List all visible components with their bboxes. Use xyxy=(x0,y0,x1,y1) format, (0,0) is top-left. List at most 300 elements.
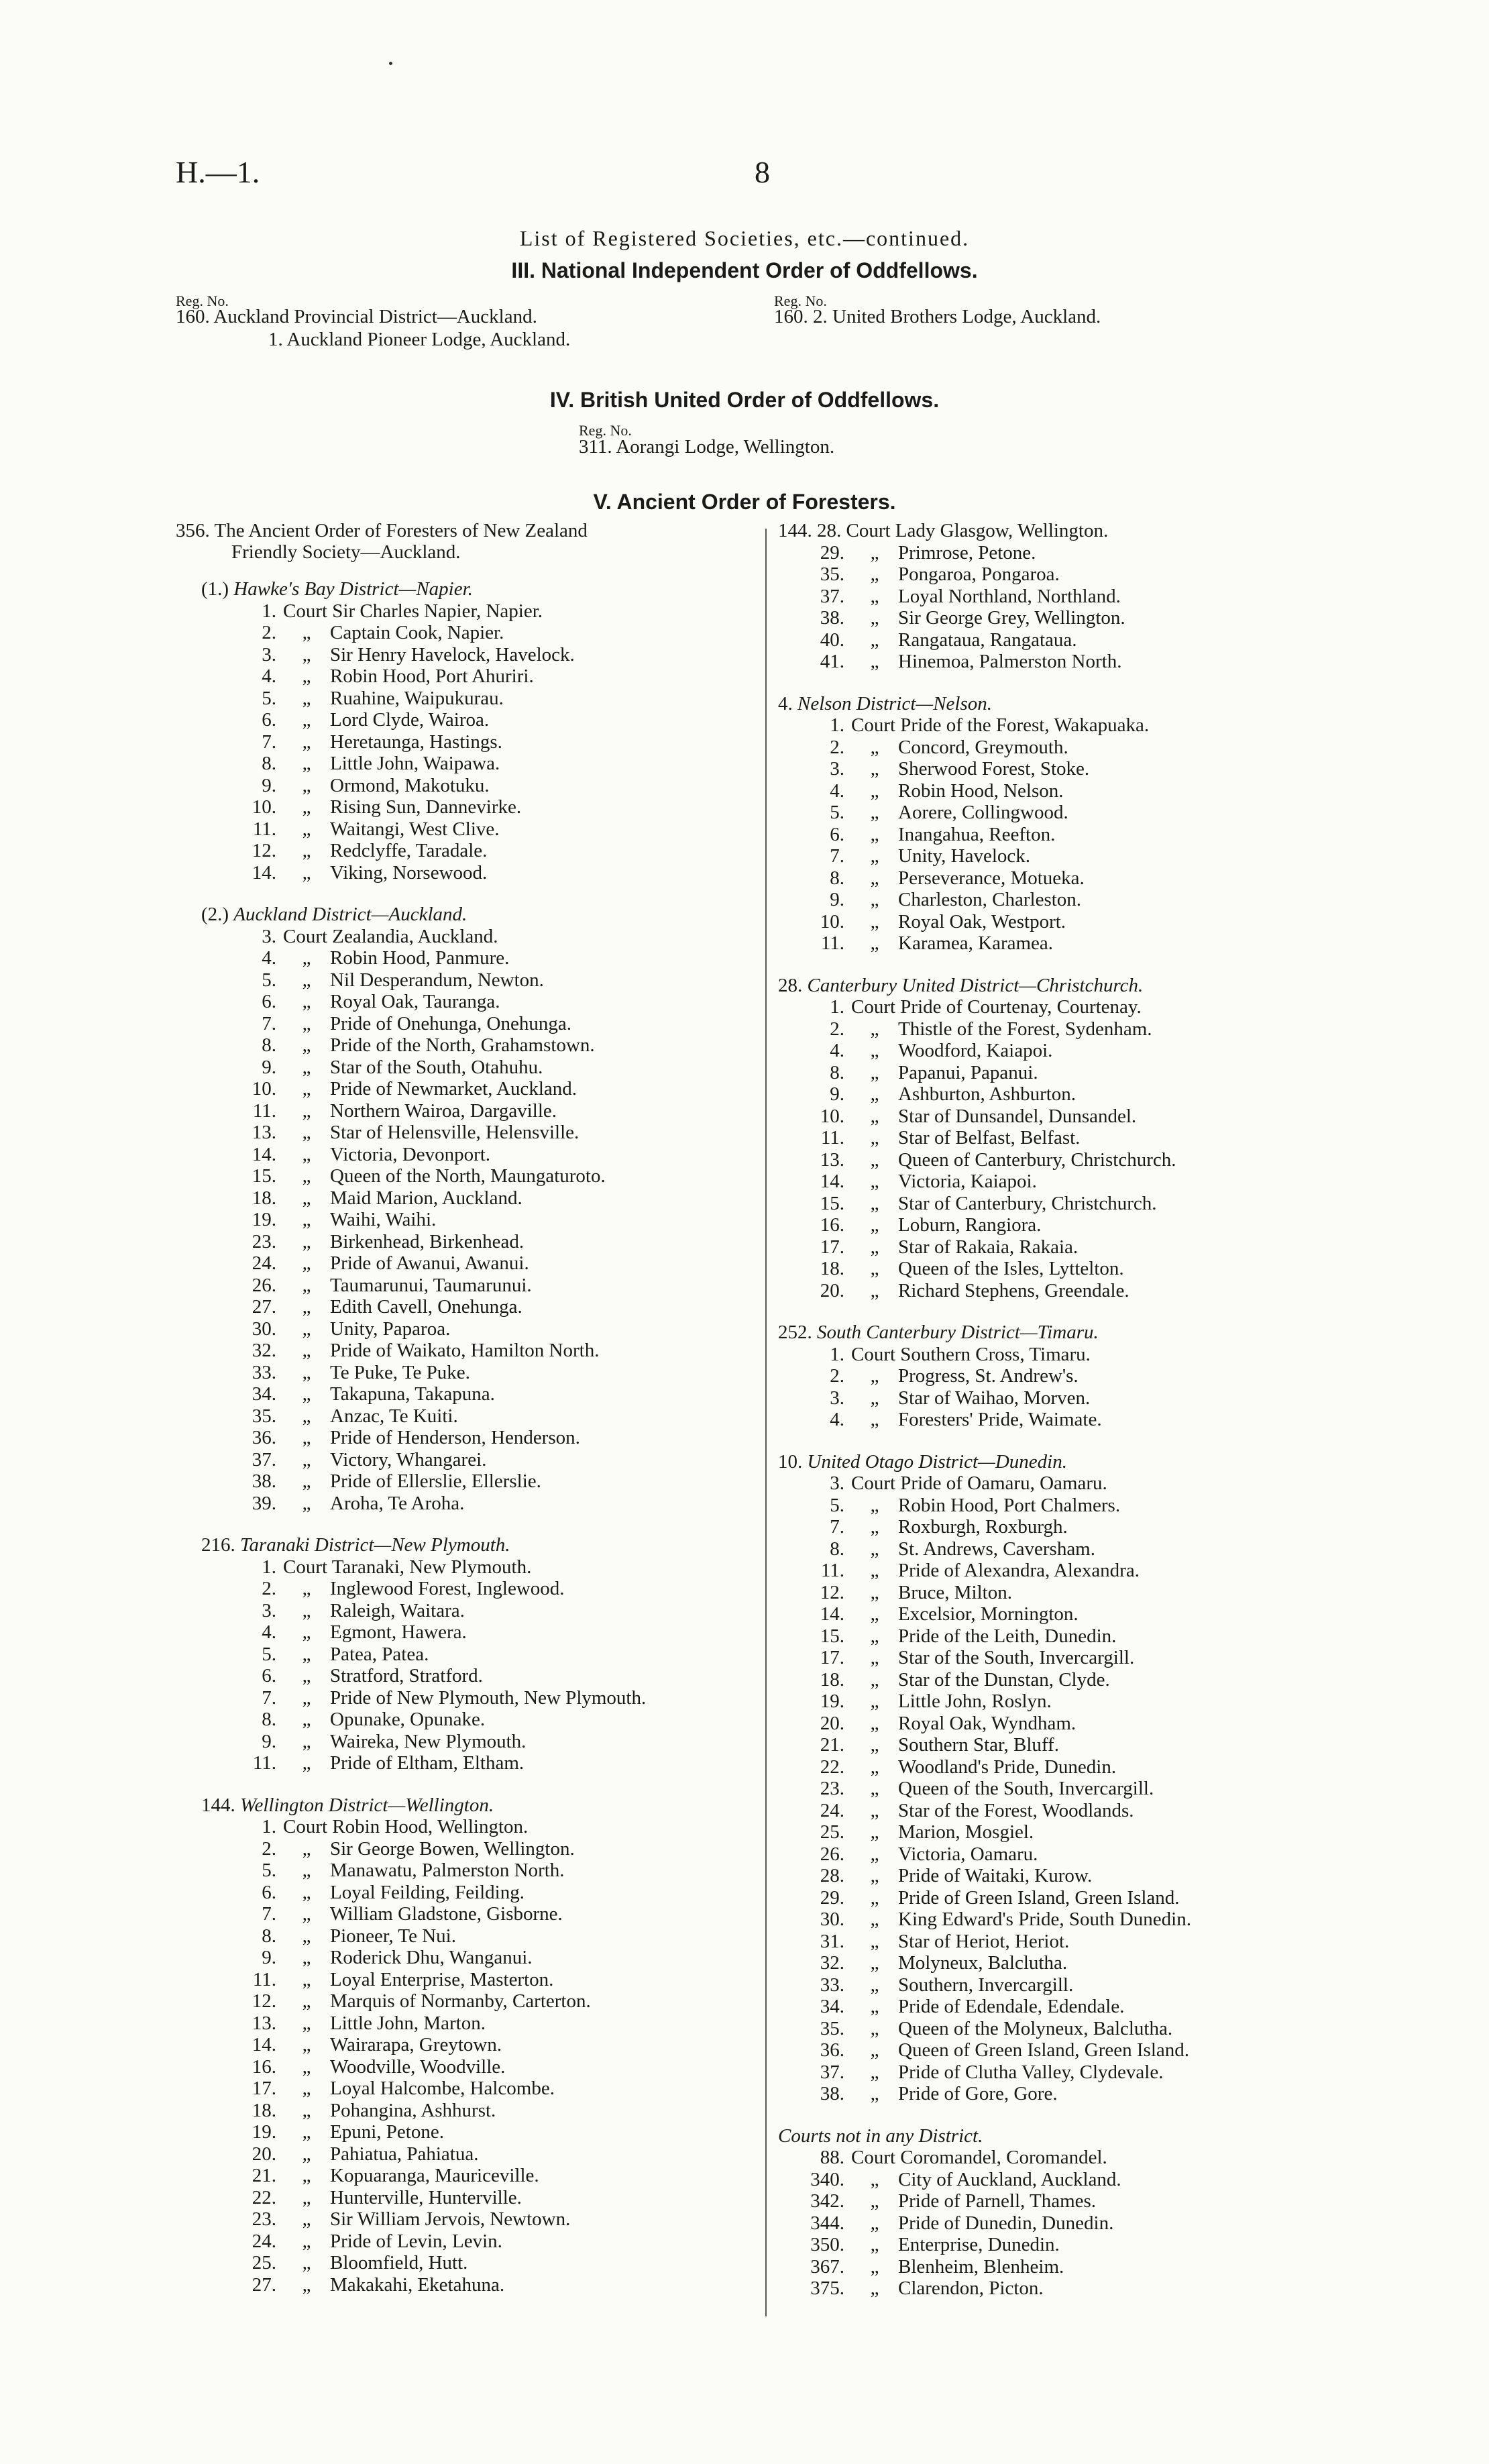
court-name: Victoria, Devonport. xyxy=(330,1143,491,1165)
court-entry xyxy=(802,2190,1096,2212)
court-name: Waitangi, West Clive. xyxy=(330,818,500,840)
ditto-mark: „ xyxy=(870,651,879,672)
ditto-mark: „ xyxy=(870,541,879,564)
court-entry xyxy=(233,818,500,841)
court-name: Pride of Eltham, Eltham. xyxy=(330,1752,525,1774)
court-entry xyxy=(802,2147,1107,2169)
district-heading xyxy=(778,2125,983,2147)
reg-no-label: Reg. No. xyxy=(176,292,229,309)
ditto-mark: „ xyxy=(870,2017,879,2039)
court-name: Viking, Norsewood. xyxy=(330,861,488,883)
court-entry xyxy=(802,1516,1068,1538)
ditto-mark: „ xyxy=(870,889,879,910)
court-name: Enterprise, Dunedin. xyxy=(898,2234,1060,2255)
court-entry xyxy=(233,1556,531,1578)
court-number: 37. xyxy=(252,1448,276,1470)
district-name: Auckland District—Auckland. xyxy=(233,904,467,925)
district-heading xyxy=(201,1795,494,1817)
district-reg-number: 252. xyxy=(778,1322,817,1343)
ditto-mark: „ xyxy=(870,1886,879,1909)
court-number: 34. xyxy=(252,1383,276,1405)
court-number: 11. xyxy=(820,932,844,954)
district-name: Hawke's Bay District—Napier. xyxy=(233,578,473,600)
court-entry xyxy=(233,2143,478,2165)
ditto-mark: „ xyxy=(870,2039,879,2061)
district-name: Wellington District—Wellington. xyxy=(240,1794,494,1816)
ditto-mark: „ xyxy=(870,1105,879,1127)
court-name: Aroha, Te Aroha. xyxy=(330,1492,465,1514)
court-number: 1. xyxy=(262,1556,276,1578)
court-entry xyxy=(233,731,502,753)
court-name: Loyal Northland, Northland. xyxy=(898,585,1121,607)
court-number: 3. xyxy=(830,1472,844,1494)
ditto-mark: „ xyxy=(302,991,311,1012)
ditto-mark: „ xyxy=(302,1492,311,1514)
court-name: Epuni, Petone. xyxy=(330,2121,444,2143)
ditto-mark: „ xyxy=(302,1165,311,1187)
court-entry xyxy=(233,1470,541,1493)
ditto-mark: „ xyxy=(302,687,311,709)
court-number: 24. xyxy=(252,1252,276,1274)
court-entry xyxy=(233,991,500,1013)
ditto-mark: „ xyxy=(870,2255,879,2278)
district-name: Taranaki District—New Plymouth. xyxy=(240,1534,510,1556)
court-name: Charleston, Charleston. xyxy=(898,889,1082,910)
court-number: 2. xyxy=(830,736,844,758)
ditto-mark: „ xyxy=(302,774,311,796)
court-name: Blenheim, Blenheim. xyxy=(898,2255,1064,2278)
court-name: Pride of Henderson, Henderson. xyxy=(330,1427,580,1448)
court-name: Star of Belfast, Belfast. xyxy=(898,1127,1081,1148)
court-number: 13. xyxy=(820,1148,844,1171)
court-name: Pride of the Leith, Dunedin. xyxy=(898,1625,1117,1647)
court-name: Star of Heriot, Heriot. xyxy=(898,1930,1070,1952)
court-entry xyxy=(802,1931,1069,1953)
district-name: Canterbury United District—Christchurch. xyxy=(807,974,1144,996)
ditto-mark: „ xyxy=(870,2083,879,2104)
court-number: 39. xyxy=(252,1492,276,1514)
court-entry xyxy=(233,1665,483,1687)
court-number: 12. xyxy=(252,1990,276,2012)
court-entry xyxy=(233,753,500,775)
court-number: 32. xyxy=(820,1952,844,1974)
court-number: 19. xyxy=(820,1691,844,1712)
court-entry xyxy=(802,1171,1037,1193)
court-name: Loyal Halcombe, Halcombe. xyxy=(330,2078,555,2099)
court-name: Kopuaranga, Mauriceville. xyxy=(330,2165,539,2186)
ditto-mark: „ xyxy=(870,758,879,780)
court-number: 5. xyxy=(262,687,276,709)
ditto-mark: „ xyxy=(302,1947,311,1968)
court-name: Maid Marion, Auckland. xyxy=(330,1187,522,1209)
district-heading xyxy=(778,1451,1067,1473)
court-name: Ormond, Makotuku. xyxy=(330,774,490,796)
court-number: 12. xyxy=(252,840,276,861)
court-name: Stratford, Stratford. xyxy=(330,1665,483,1686)
ditto-mark: „ xyxy=(302,1881,311,1903)
court-number: 24. xyxy=(820,1799,844,1821)
court-entry xyxy=(802,2278,1044,2300)
court-number: 36. xyxy=(252,1427,276,1448)
ditto-mark: „ xyxy=(870,629,879,651)
court-name: Queen of the North, Maungaturoto. xyxy=(330,1165,606,1187)
court-entry xyxy=(802,1018,1152,1040)
district-reg-number: 216. xyxy=(201,1534,240,1556)
court-name: Takapuna, Takapuna. xyxy=(330,1383,495,1405)
court-name: Court Pride of Courtenay, Courtenay. xyxy=(851,996,1142,1018)
court-name: Southern Star, Bluff. xyxy=(898,1734,1059,1756)
court-name: Progress, St. Andrew's. xyxy=(898,1365,1079,1387)
court-name: Karamea, Karamea. xyxy=(898,932,1054,954)
court-number: 13. xyxy=(252,2012,276,2034)
court-entry xyxy=(233,1903,563,1925)
ditto-mark: „ xyxy=(870,2234,879,2255)
court-entry xyxy=(802,824,1055,846)
court-entry xyxy=(233,600,543,623)
ditto-mark: „ xyxy=(870,1494,879,1516)
court-name: Primrose, Petone. xyxy=(898,541,1036,564)
ditto-mark: „ xyxy=(870,932,879,954)
court-entry xyxy=(802,911,1066,933)
ditto-mark: „ xyxy=(302,861,311,883)
court-number: 1. xyxy=(830,1343,844,1365)
court-entry xyxy=(233,1187,522,1210)
ditto-mark: „ xyxy=(302,731,311,753)
court-number: 4. xyxy=(830,1040,844,1061)
court-number: 6. xyxy=(262,1881,276,1903)
court-number: 11. xyxy=(252,818,276,840)
district-reg-number: 4. xyxy=(778,692,797,714)
court-name: Pride of Ellerslie, Ellerslie. xyxy=(330,1470,541,1492)
court-entry xyxy=(802,758,1089,780)
ditto-mark: „ xyxy=(870,1258,879,1279)
court-name: Hunterville, Hunterville. xyxy=(330,2186,522,2208)
district-reg-number: 144. xyxy=(778,520,817,541)
court-number: 11. xyxy=(820,1560,844,1581)
court-entry xyxy=(233,1296,522,1318)
court-number: 27. xyxy=(252,2273,276,2296)
court-name: Court Pride of the Forest, Wakapuaka. xyxy=(851,714,1150,736)
court-number: 9. xyxy=(262,1730,276,1752)
society-title-line-1: 356. The Ancient Order of Foresters of New Zealand xyxy=(176,520,588,541)
court-number: 8. xyxy=(830,1538,844,1560)
page-number: 8 xyxy=(755,155,770,189)
court-number: 18. xyxy=(252,2099,276,2121)
court-number: 14. xyxy=(252,861,276,883)
court-name: Redclyffe, Taradale. xyxy=(330,840,488,861)
court-number: 5. xyxy=(262,1643,276,1665)
ditto-mark: „ xyxy=(302,1034,311,1056)
district-heading xyxy=(201,578,473,600)
court-number: 88. xyxy=(820,2147,844,2168)
ditto-mark: „ xyxy=(302,1252,311,1274)
ditto-mark: „ xyxy=(302,1012,311,1034)
court-name: Edith Cavell, Onehunga. xyxy=(330,1296,522,1318)
ditto-mark: „ xyxy=(870,845,879,867)
court-entry xyxy=(802,1625,1116,1648)
ditto-mark: „ xyxy=(302,818,311,840)
court-number: 27. xyxy=(252,1296,276,1318)
court-number: 35. xyxy=(820,564,844,585)
ditto-mark: „ xyxy=(870,1387,879,1409)
district-reg-number: 144. xyxy=(201,1794,240,1816)
court-entry xyxy=(233,2231,502,2253)
court-entry xyxy=(233,1383,495,1405)
court-name: Pioneer, Te Nui. xyxy=(330,1925,456,1947)
court-entry xyxy=(802,2061,1163,2084)
ink-speck xyxy=(389,62,392,65)
court-name: Concord, Greymouth. xyxy=(898,736,1068,758)
court-entry xyxy=(802,1887,1180,1909)
court-entry xyxy=(802,1344,1091,1366)
court-name: Sir George Grey, Wellington. xyxy=(898,607,1125,629)
court-name: Ruahine, Waipukurau. xyxy=(330,687,504,709)
ditto-mark: „ xyxy=(302,1318,311,1340)
court-name: Pride of New Plymouth, New Plymouth. xyxy=(330,1686,647,1709)
court-name: Anzac, Te Kuiti. xyxy=(330,1405,458,1427)
court-number: 5. xyxy=(830,802,844,823)
court-entry xyxy=(802,932,1053,955)
court-entry xyxy=(802,2018,1172,2040)
court-number: 9. xyxy=(830,889,844,910)
ditto-mark: „ xyxy=(302,1621,311,1643)
court-number: 23. xyxy=(252,1230,276,1252)
court-name: Roxburgh, Roxburgh. xyxy=(898,1516,1068,1538)
court-name: Clarendon, Picton. xyxy=(898,2278,1044,2299)
ditto-mark: „ xyxy=(302,1209,311,1230)
court-number: 19. xyxy=(252,1209,276,1230)
ditto-mark: „ xyxy=(870,2061,879,2083)
court-name: Waireka, New Plymouth. xyxy=(330,1730,527,1752)
court-name: Court Zealandia, Auckland. xyxy=(283,925,498,947)
court-number: 25. xyxy=(252,2252,276,2273)
ditto-mark: „ xyxy=(302,2208,311,2230)
court-name: Court Coromandel, Coromandel. xyxy=(851,2147,1107,2168)
court-name: Star of Helensville, Helensville. xyxy=(330,1122,580,1143)
district-name: Courts not in any District. xyxy=(778,2125,983,2147)
ditto-mark: „ xyxy=(302,1078,311,1100)
court-entry xyxy=(802,1495,1120,1517)
court-name: Patea, Patea. xyxy=(330,1643,429,1665)
court-entry xyxy=(802,1365,1079,1387)
court-number: 2. xyxy=(830,1018,844,1040)
court-number: 34. xyxy=(820,1996,844,2017)
district-heading xyxy=(778,975,1143,997)
district-name: Nelson District—Nelson. xyxy=(797,692,993,714)
ditto-mark: „ xyxy=(870,1843,879,1865)
court-name: Star of Canterbury, Christchurch. xyxy=(898,1192,1157,1214)
court-name: Queen of the Molyneux, Balclutha. xyxy=(898,2017,1173,2039)
court-name: Hinemoa, Palmerston North. xyxy=(898,651,1122,672)
court-entry xyxy=(233,2274,504,2296)
court-number: 26. xyxy=(252,1274,276,1296)
court-entry xyxy=(233,2121,444,2143)
court-number: 3. xyxy=(262,643,276,665)
ditto-mark: „ xyxy=(302,1143,311,1165)
ditto-mark: „ xyxy=(870,1409,879,1430)
court-number: 6. xyxy=(262,709,276,731)
court-number: 38. xyxy=(252,1470,276,1492)
court-name: Pongaroa, Pongaroa. xyxy=(898,564,1060,585)
court-number: 367. xyxy=(810,2255,844,2278)
court-name: St. Andrews, Caversham. xyxy=(898,1538,1095,1560)
court-number: 8. xyxy=(262,1709,276,1730)
court-name: Pride of Newmarket, Auckland. xyxy=(330,1078,577,1100)
court-entry xyxy=(802,2234,1060,2256)
court-number: 35. xyxy=(252,1405,276,1427)
court-entry xyxy=(802,1040,1052,1062)
ditto-mark: „ xyxy=(302,2252,311,2273)
court-number: 5. xyxy=(262,1860,276,1881)
ditto-mark: „ xyxy=(870,1909,879,1930)
court-entry xyxy=(802,1843,1038,1866)
ditto-mark: „ xyxy=(870,1996,879,2017)
court-name: Robin Hood, Nelson. xyxy=(898,780,1064,802)
court-number: 20. xyxy=(252,2143,276,2165)
court-entry xyxy=(233,1362,470,1384)
ditto-mark: „ xyxy=(870,910,879,932)
court-entry xyxy=(233,644,575,666)
court-name: Victoria, Kaiapoi. xyxy=(898,1171,1037,1192)
court-entry xyxy=(802,1127,1080,1149)
court-number: 3. xyxy=(830,758,844,780)
court-number: 35. xyxy=(820,2017,844,2039)
ditto-mark: „ xyxy=(302,1686,311,1709)
court-name: Marion, Mosgiel. xyxy=(898,1821,1034,1843)
court-name: Pahiatua, Pahiatua. xyxy=(330,2143,479,2165)
court-entry xyxy=(233,1600,465,1622)
district-reg-number: (1.) xyxy=(201,578,234,600)
ditto-mark: „ xyxy=(302,1860,311,1881)
court-number: 4. xyxy=(262,665,276,687)
court-name: Queen of the Isles, Lyttelton. xyxy=(898,1258,1124,1279)
ditto-mark: „ xyxy=(870,2212,879,2234)
court-name: Waihi, Waihi. xyxy=(330,1209,437,1230)
court-name: Star of Waihao, Morven. xyxy=(898,1387,1091,1409)
court-entry xyxy=(233,1621,467,1644)
court-name: Pride of Waikato, Hamilton North. xyxy=(330,1340,600,1361)
ditto-mark: „ xyxy=(302,1903,311,1925)
court-number: 15. xyxy=(820,1192,844,1214)
court-name: William Gladstone, Gisborne. xyxy=(330,1903,563,1925)
court-name: Inangahua, Reefton. xyxy=(898,823,1056,845)
court-name: Sir George Bowen, Wellington. xyxy=(330,1837,575,1860)
court-number: 37. xyxy=(820,585,844,607)
court-number: 15. xyxy=(820,1625,844,1647)
court-entry xyxy=(802,1713,1076,1735)
ditto-mark: „ xyxy=(302,1340,311,1361)
ditto-mark: „ xyxy=(870,1018,879,1040)
court-number: 9. xyxy=(262,1056,276,1078)
court-number: 8. xyxy=(262,753,276,774)
court-entry xyxy=(233,1493,464,1515)
court-entry xyxy=(233,1231,524,1253)
court-entry xyxy=(233,862,487,884)
ditto-mark: „ xyxy=(302,709,311,731)
court-number: 8. xyxy=(830,867,844,889)
court-name: Woodford, Kaiapoi. xyxy=(898,1040,1053,1061)
court-entry xyxy=(233,1925,456,1947)
court-name: Royal Oak, Tauranga. xyxy=(330,991,500,1012)
court-number: 11. xyxy=(252,1100,276,1122)
court-number: 8. xyxy=(262,1034,276,1056)
ditto-mark: „ xyxy=(302,1968,311,1990)
court-entry xyxy=(802,1409,1102,1431)
court-name: Aorere, Collingwood. xyxy=(898,802,1068,823)
court-number: 7. xyxy=(262,731,276,753)
court-entry xyxy=(802,564,1060,586)
court-entry xyxy=(802,1756,1116,1778)
ditto-mark: „ xyxy=(302,2165,311,2186)
court-number: 4. xyxy=(830,1409,844,1430)
court-name: Molyneux, Balclutha. xyxy=(898,1952,1068,1974)
ditto-mark: „ xyxy=(302,2055,311,2078)
court-entry xyxy=(233,2252,467,2274)
court-name: Unity, Paparoa. xyxy=(330,1318,451,1340)
court-entry xyxy=(233,840,487,862)
court-name: Star of Rakaia, Rakaia. xyxy=(898,1236,1079,1258)
court-name: Star of Dunsandel, Dunsandel. xyxy=(898,1105,1137,1127)
court-name: Sir William Jervois, Newtown. xyxy=(330,2208,571,2230)
ditto-mark: „ xyxy=(870,1516,879,1538)
court-entry xyxy=(802,1062,1038,1084)
court-number: 33. xyxy=(252,1361,276,1383)
ditto-mark: „ xyxy=(870,1538,879,1560)
ditto-mark: „ xyxy=(302,1578,311,1599)
court-name: Southern, Invercargill. xyxy=(898,1974,1074,1996)
court-name: Egmont, Hawera. xyxy=(330,1621,467,1643)
ditto-mark: „ xyxy=(870,2168,879,2190)
ditto-mark: „ xyxy=(302,2273,311,2296)
section-3-heading: III. National Independent Order of Oddfellows. xyxy=(511,258,978,282)
court-number: 38. xyxy=(820,2083,844,2104)
court-entry xyxy=(802,737,1068,759)
court-number: 14. xyxy=(252,1143,276,1165)
court-entry xyxy=(802,1821,1034,1843)
court-name: Richard Stephens, Greendale. xyxy=(898,1279,1129,1301)
court-number: 8. xyxy=(830,1061,844,1083)
section-4-heading: IV. British United Order of Oddfellows. xyxy=(549,388,940,412)
document-code: H.—1. xyxy=(176,155,260,189)
court-number: 24. xyxy=(252,2230,276,2252)
court-entry xyxy=(802,802,1068,824)
court-number: 7. xyxy=(262,1686,276,1709)
court-name: Pride of Awanui, Awanui. xyxy=(330,1252,529,1274)
court-name: Makakahi, Eketahuna. xyxy=(330,2273,505,2296)
ditto-mark: „ xyxy=(870,1148,879,1171)
court-number: 40. xyxy=(820,629,844,651)
court-name: Lord Clyde, Wairoa. xyxy=(330,709,490,731)
court-name: Court Robin Hood, Wellington. xyxy=(283,1816,529,1837)
ditto-mark: „ xyxy=(302,1730,311,1752)
court-number: 342. xyxy=(810,2190,844,2212)
court-name: Excelsior, Mornington. xyxy=(898,1603,1079,1625)
court-name: Robin Hood, Port Ahuriri. xyxy=(330,665,534,687)
court-number: 2. xyxy=(262,1837,276,1860)
court-name: Pride of Edendale, Edendale. xyxy=(898,1996,1125,2017)
court-name: Victoria, Oamaru. xyxy=(898,1843,1038,1865)
section-5-heading: V. Ancient Order of Foresters. xyxy=(593,490,896,514)
court-entry xyxy=(233,1057,543,1079)
court-number: 1. xyxy=(262,1816,276,1837)
court-number: 6. xyxy=(262,1665,276,1686)
court-number: 15. xyxy=(252,1165,276,1187)
court-entry xyxy=(802,629,1077,651)
court-entry xyxy=(233,1209,436,1231)
court-entry xyxy=(802,2083,1058,2105)
court-entry xyxy=(233,1034,595,1057)
court-number: 18. xyxy=(252,1187,276,1209)
